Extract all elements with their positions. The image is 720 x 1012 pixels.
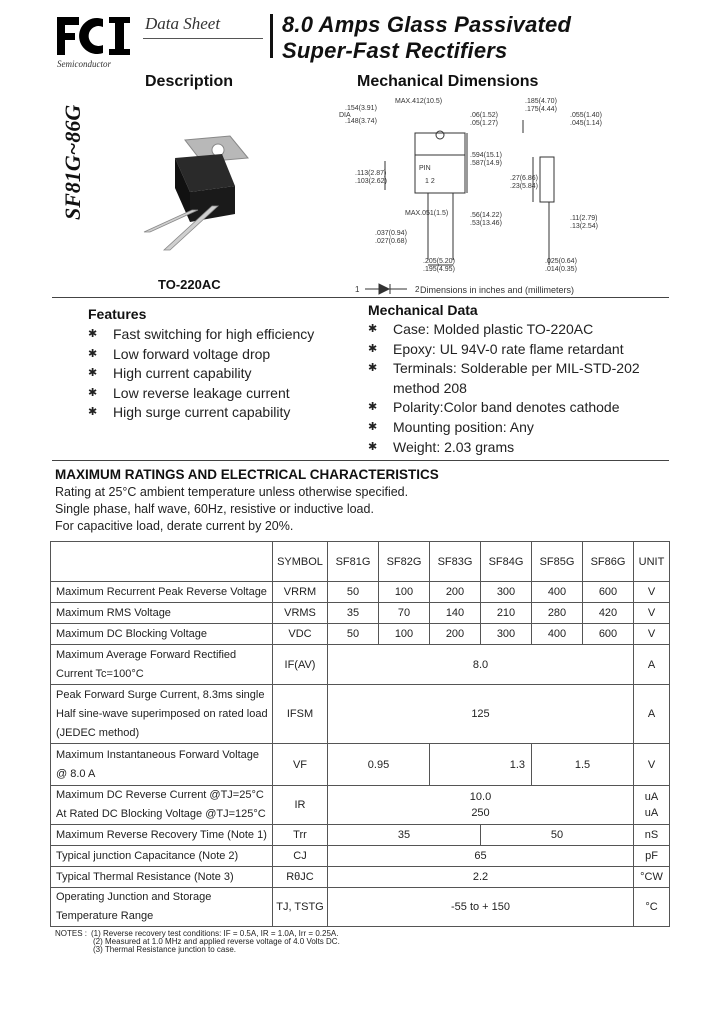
dim-d050: .05(1.27) <box>470 120 499 127</box>
table-cell: 70 <box>379 603 430 624</box>
dim-d025: .025(0.64) <box>545 258 577 265</box>
dim-d037: .037(0.94) <box>375 230 407 237</box>
mechanical-data-item: ✱ Epoxy: UL 94V-0 rate flame retardant <box>368 340 678 360</box>
dim-d56: .56(14.22) <box>470 212 502 219</box>
row-description-line: Peak Forward Surge Current, 8.3ms single <box>56 688 265 701</box>
row-unit: °C <box>634 888 670 927</box>
page-title-line2: Super-Fast Rectifiers <box>282 38 508 63</box>
table-row <box>51 603 670 624</box>
row-symbol: IFSM <box>273 685 328 744</box>
table-cell: 1.3 <box>430 744 532 786</box>
row-unit: V <box>634 582 670 603</box>
table-row <box>51 888 670 927</box>
dim-d13: .13(2.54) <box>570 223 599 230</box>
mechanical-drawing <box>339 95 710 305</box>
ratings-note: For capacitive load, derate current by 20%. <box>55 519 294 533</box>
row-description <box>51 888 273 927</box>
cell-line: uA <box>644 807 659 819</box>
part-range-label: SF81G~86G <box>60 104 85 220</box>
row-symbol: VDC <box>273 624 328 645</box>
table-cell: 1.5 <box>532 744 634 786</box>
table-cell: 400 <box>532 582 583 603</box>
dim-d045: .045(1.14) <box>570 120 602 127</box>
table-cell: 210 <box>481 603 532 624</box>
diagram-pin2: 2 <box>415 285 420 294</box>
table-cell: 600 <box>583 582 634 603</box>
row-symbol: VF <box>273 744 328 786</box>
row-description: Typical Thermal Resistance (Note 3) <box>51 867 273 888</box>
table-cell: 50 <box>328 582 379 603</box>
table-row <box>51 825 670 846</box>
page-title-line1: 8.0 Amps Glass Passivated <box>282 12 572 37</box>
fci-logo-mark <box>55 13 135 59</box>
units-note: Dimensions in inches and (millimeters) <box>420 285 575 295</box>
row-description-line: Maximum Average Forward Rectified <box>56 648 237 661</box>
table-cell: 200 <box>430 624 481 645</box>
row-description-line: Operating Junction and Storage <box>56 891 212 903</box>
dim-d014: .014(0.35) <box>545 266 577 273</box>
dim-d11: .11(2.79) <box>570 215 598 222</box>
cell-line: 10.0 <box>469 791 492 803</box>
dim-d594: .594(15.1) <box>470 152 502 159</box>
mechanical-data-item: ✱ Weight: 2.03 grams <box>368 438 678 458</box>
table-row <box>51 582 670 603</box>
row-description: Maximum RMS Voltage <box>51 603 273 624</box>
row-description-line: @ 8.0 A <box>56 767 96 780</box>
row-unit: A <box>634 685 670 744</box>
row-description-line: Temperature Range <box>56 910 154 922</box>
row-unit <box>634 786 670 825</box>
mechanical-data-item: ✱ Case: Molded plastic TO-220AC <box>368 320 678 340</box>
table-cell: 280 <box>532 603 583 624</box>
footnote-3: (3) Thermal Resistance junction to case. <box>93 945 237 954</box>
part-header: SF84G <box>481 542 532 582</box>
feature-item: ✱ Low reverse leakage current <box>88 384 358 404</box>
mechanical-data-item: ✱ Mounting position: Any <box>368 418 678 438</box>
table-row <box>51 744 670 786</box>
dim-pin-nums: 1 2 <box>425 178 435 185</box>
row-unit: °CW <box>634 867 670 888</box>
row-description <box>51 786 273 825</box>
table-cell: 100 <box>379 582 430 603</box>
dim-d175: .175(4.44) <box>525 106 557 113</box>
footnotes <box>55 930 340 954</box>
mechanical-dimensions-heading: Mechanical Dimensions <box>357 73 539 90</box>
mechanical-data-heading: Mechanical Data <box>368 302 478 318</box>
table-cell: 125 <box>328 685 634 744</box>
dim-dia-label: DIA <box>339 112 351 119</box>
table-cell: 8.0 <box>328 645 634 685</box>
ratings-note: Rating at 25°C ambient temperature unless otherwise specified. <box>55 485 409 499</box>
unit-header: UNIT <box>634 542 670 582</box>
ratings-note: Single phase, half wave, 60Hz, resistive or inductive load. <box>55 502 374 516</box>
table-cell: 420 <box>583 603 634 624</box>
package-label: TO-220AC <box>158 277 221 292</box>
dim-dia1: .154(3.91) <box>345 105 377 112</box>
dim-d230: .23(5.84) <box>510 183 539 190</box>
table-cell: 200 <box>430 582 481 603</box>
row-symbol: CJ <box>273 846 328 867</box>
table-row <box>51 786 670 825</box>
footnote-2: (2) Measured at 1.0 MHz and applied reverse voltage of 4.0 Volts DC. <box>93 937 340 946</box>
part-header: SF85G <box>532 542 583 582</box>
divider <box>143 38 263 39</box>
features-list <box>88 325 358 423</box>
row-symbol: IR <box>273 786 328 825</box>
footnotes-label: NOTES : <box>55 929 88 938</box>
row-description <box>51 685 273 744</box>
ratings-heading: MAXIMUM RATINGS AND ELECTRICAL CHARACTERISTICS <box>55 467 439 482</box>
dim-d195: .195(4.95) <box>423 266 455 273</box>
part-header: SF86G <box>583 542 634 582</box>
table-cell: 35 <box>328 825 481 846</box>
title-bar <box>270 14 273 58</box>
dim-max412: MAX.412(10.5) <box>395 98 443 105</box>
row-description: Maximum Recurrent Peak Reverse Voltage <box>51 582 273 603</box>
features-heading: Features <box>88 306 147 322</box>
dim-d270: .27(6.86) <box>510 175 539 182</box>
dim-d53: .53(13.46) <box>470 220 502 227</box>
row-unit: pF <box>634 846 670 867</box>
mechanical-data-list <box>368 320 678 457</box>
dim-d055: .055(1.40) <box>570 112 602 119</box>
row-description-line: Half sine-wave superimposed on rated load <box>56 707 268 720</box>
row-symbol: TJ, TSTG <box>273 888 328 927</box>
table-row <box>51 645 670 685</box>
table-header-cell <box>51 542 273 582</box>
feature-item: ✱ Low forward voltage drop <box>88 345 358 365</box>
row-description-line: Maximum Instantaneous Forward Voltage <box>56 748 259 761</box>
table-row <box>51 867 670 888</box>
row-symbol: VRRM <box>273 582 328 603</box>
dim-d113: .113(2.87) <box>355 170 387 177</box>
company-logo <box>55 13 133 69</box>
description-heading: Description <box>145 73 234 90</box>
table-row <box>51 846 670 867</box>
table-cell: 50 <box>481 825 634 846</box>
row-description-line: (JEDEC method) <box>56 726 140 739</box>
part-header: SF82G <box>379 542 430 582</box>
dim-d103: .103(2.62) <box>355 178 387 185</box>
row-symbol: IF(AV) <box>273 645 328 685</box>
dim-max051: MAX.051(1.5) <box>405 210 449 217</box>
table-cell: 400 <box>532 624 583 645</box>
feature-item: ✱ High surge current capability <box>88 403 358 423</box>
dim-dia2: .148(3.74) <box>345 118 377 125</box>
table-cell: -55 to + 150 <box>328 888 634 927</box>
table-cell: 140 <box>430 603 481 624</box>
symbol-header: SYMBOL <box>273 542 328 582</box>
table-cell: 300 <box>481 582 532 603</box>
ratings-table <box>50 541 670 927</box>
table-cell <box>328 786 634 825</box>
divider <box>52 297 669 298</box>
row-unit: nS <box>634 825 670 846</box>
row-description: Typical junction Capacitance (Note 2) <box>51 846 273 867</box>
row-description <box>51 645 273 685</box>
table-row <box>51 624 670 645</box>
table-cell: 0.95 <box>328 744 430 786</box>
row-description: Maximum DC Blocking Voltage <box>51 624 273 645</box>
table-cell: 100 <box>379 624 430 645</box>
row-unit: V <box>634 744 670 786</box>
dim-d205: .205(5.20) <box>423 258 455 265</box>
table-cell: 35 <box>328 603 379 624</box>
table-cell: 2.2 <box>328 867 634 888</box>
footnote-1: (1) Reverse recovery test conditions: IF = 0.5A, IR = 1.0A, Irr = 0.25A. <box>91 929 339 938</box>
logo-subtitle: Semiconductor <box>57 59 111 69</box>
row-unit: V <box>634 603 670 624</box>
feature-item: ✱ High current capability <box>88 364 358 384</box>
row-description-line: At Rated DC Blocking Voltage @TJ=125°C <box>56 808 266 820</box>
table-cell: 65 <box>328 846 634 867</box>
row-symbol: RθJC <box>273 867 328 888</box>
row-unit: V <box>634 624 670 645</box>
row-description <box>51 744 273 786</box>
row-description-line: Current Tc=100°C <box>56 667 144 680</box>
mechanical-data-item: ✱ Terminals: Solderable per MIL-STD-202 method 208 <box>368 359 678 398</box>
row-symbol: VRMS <box>273 603 328 624</box>
feature-item: ✱ Fast switching for high efficiency <box>88 325 358 345</box>
table-cell: 300 <box>481 624 532 645</box>
diode-symbol <box>365 284 407 294</box>
diagram-pin1: 1 <box>355 285 360 294</box>
row-unit: A <box>634 645 670 685</box>
doc-type-label: Data Sheet <box>145 14 221 33</box>
dim-d587: .587(14.9) <box>470 160 502 167</box>
divider <box>52 460 669 461</box>
table-row <box>51 685 670 744</box>
cell-line: 250 <box>471 807 490 819</box>
dim-d185: .185(4.70) <box>525 98 557 105</box>
dim-pin: PIN <box>419 165 431 172</box>
dim-d060: .06(1.52) <box>470 112 499 119</box>
part-header: SF83G <box>430 542 481 582</box>
dim-d027: .027(0.68) <box>375 238 407 245</box>
table-header-row <box>51 542 670 582</box>
to220-package-image <box>130 128 260 258</box>
row-description: Maximum Reverse Recovery Time (Note 1) <box>51 825 273 846</box>
row-symbol: Trr <box>273 825 328 846</box>
mechanical-data-item: ✱ Polarity:Color band denotes cathode <box>368 398 678 418</box>
row-description-line: Maximum DC Reverse Current @TJ=25°C <box>56 789 264 801</box>
table-cell: 50 <box>328 624 379 645</box>
part-header: SF81G <box>328 542 379 582</box>
cell-line: uA <box>644 791 659 803</box>
table-cell: 600 <box>583 624 634 645</box>
